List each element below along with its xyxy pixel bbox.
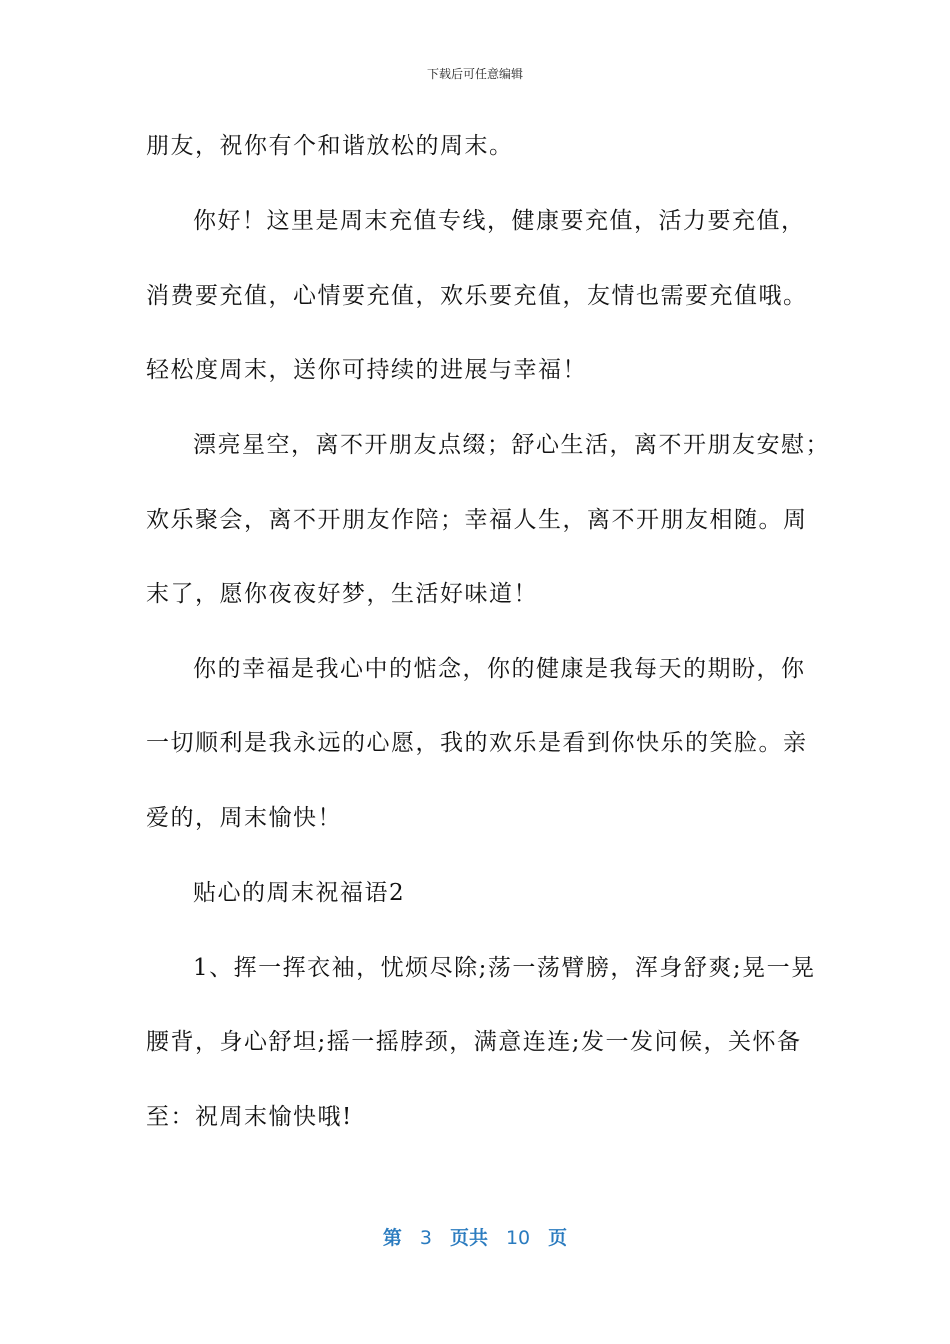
text-line: 末了，愿你夜夜好梦，生活好味道！	[146, 581, 538, 607]
text-line: 朋友，祝你有个和谐放松的周末。	[146, 133, 514, 159]
page-footer	[0, 1226, 950, 1250]
text-line: 你的幸福是我心中的惦念，你的健康是我每天的期盼，你	[193, 656, 806, 682]
text-line: 一切顺利是我永远的心愿，我的欢乐是看到你快乐的笑脸。亲	[146, 730, 808, 756]
page-header: 下载后可任意编辑	[426, 67, 523, 81]
text-line: 漂亮星空，离不开朋友点缀；舒心生活，离不开朋友安慰；	[193, 432, 830, 458]
current-page-number: 3	[419, 1227, 432, 1249]
text-line: 1、挥一挥衣袖，忧烦尽除;荡一荡臂膀，浑身舒爽;晃一晃	[193, 955, 816, 981]
footer-middle: 页共	[449, 1227, 488, 1249]
section-heading: 贴心的周末祝福语2	[193, 880, 406, 906]
total-pages-number: 10	[505, 1227, 531, 1249]
footer-prefix: 第	[382, 1227, 402, 1249]
text-line: 爱的，周末愉快！	[146, 805, 342, 831]
text-line: 腰背，身心舒坦;摇一摇脖颈，满意连连;发一发问候，关怀备	[146, 1029, 802, 1055]
text-line: 至：祝周末愉快哦!	[146, 1104, 353, 1130]
text-line: 轻松度周末，送你可持续的进展与幸福！	[146, 357, 587, 383]
text-line: 你好！这里是周末充值专线，健康要充值，活力要充值，	[193, 208, 806, 234]
text-line: 欢乐聚会，离不开朋友作陪；幸福人生，离不开朋友相随。周	[146, 507, 808, 533]
footer-suffix: 页	[548, 1227, 568, 1249]
text-line: 消费要充值，心情要充值，欢乐要充值，友情也需要充值哦。	[146, 283, 808, 309]
